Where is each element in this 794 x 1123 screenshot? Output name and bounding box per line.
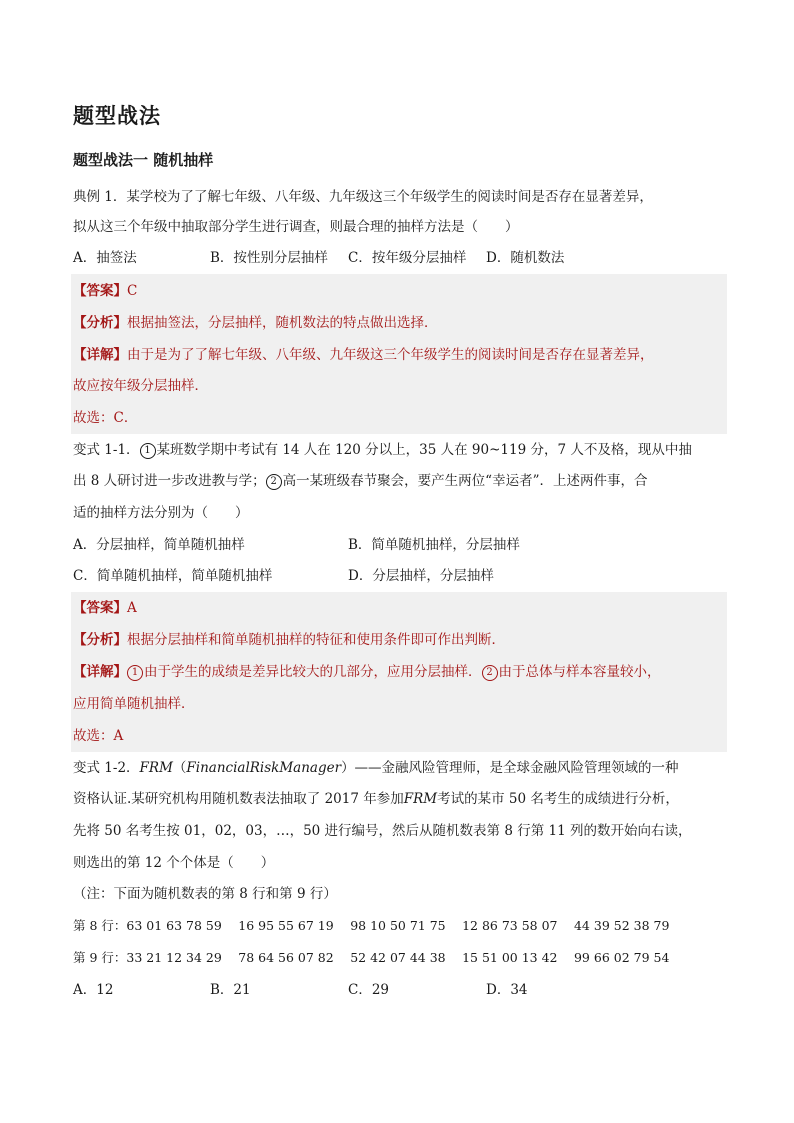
variant12-option-d: D．34 xyxy=(486,982,528,998)
variant12-option-a: A．12 xyxy=(73,982,114,998)
variant11-option-d: D．分层抽样，分层抽样 xyxy=(348,568,494,584)
analysis-text: 根据抽签法，分层抽样，随机数法的特点做出选择． xyxy=(127,315,438,331)
variant11-line3: 适的抽样方法分别为（ ） xyxy=(73,505,249,521)
variant11-option-b: B．简单随机抽样，分层抽样 xyxy=(348,537,520,553)
variant11-line2-text-a: 出 8 人研讨进一步改进教与学； xyxy=(73,473,266,489)
variant12-prefix: 变式 1-2． xyxy=(73,760,140,776)
detail-tag: 【详解】 xyxy=(73,347,127,363)
frm-full: FinancialRiskManager xyxy=(186,760,342,776)
circled-number-1: 1 xyxy=(140,443,156,459)
variant11-detail-line2: 应用简单随机抽样． xyxy=(73,696,195,712)
variant12-note: （注：下面为随机数表的第 8 行和第 9 行） xyxy=(73,886,337,902)
detail-text: 由于是为了了解七年级、八年级、九年级这三个年级学生的阅读时间是否存在显著差异， xyxy=(127,347,654,363)
example1-option-c: C．按年级分层抽样 xyxy=(348,250,467,266)
variant11-line2-text-b: 高一某班级春节聚会，要产生两位“幸运者”．上述两件事，合 xyxy=(282,473,648,489)
variant12-line3: 先将 50 名考生按 01，02，03，…，50 进行编号，然后从随机数表第 8 行第 11 列的数开始向右读， xyxy=(73,823,692,839)
variant11-answer xyxy=(73,598,137,618)
circled-number-2: 2 xyxy=(266,474,282,490)
example1-option-d: D．随机数法 xyxy=(486,250,565,266)
random-table-row8: 第 8 行：63 01 63 78 59 16 95 55 67 19 98 10 50 71 75 12 86 73 58 07 44 39 52 38 79 xyxy=(73,918,670,933)
example1-choice: 故选：C． xyxy=(73,410,138,426)
circled-number-1: 1 xyxy=(127,665,143,681)
random-table-row9: 第 9 行：33 21 12 34 29 78 64 56 07 82 52 42 07 44 38 15 51 00 13 42 99 66 02 79 54 xyxy=(73,950,670,965)
detail-text-a: 由于学生的成绩是差异比较大的几部分，应用分层抽样． xyxy=(144,664,482,680)
answer-tag: 【答案】 xyxy=(73,283,127,299)
answer-tag: 【答案】 xyxy=(73,600,127,616)
variant11-detail-line1 xyxy=(73,662,661,682)
variant11-option-c: C．简单随机抽样，简单随机抽样 xyxy=(73,568,273,584)
variant12-line2-b: 考试的某市 50 名考生的成绩进行分析， xyxy=(437,791,679,807)
variant12-option-b: B．21 xyxy=(210,982,251,998)
example1-question-line1: 典例 1．某学校为了了解七年级、八年级、九年级这三个年级学生的阅读时间是否存在显著差异， xyxy=(73,189,653,205)
variant12-option-c: C．29 xyxy=(348,982,390,998)
variant11-line1 xyxy=(73,440,692,460)
analysis-tag: 【分析】 xyxy=(73,315,127,331)
section-title: 题型战法一 随机抽样 xyxy=(73,151,214,169)
variant11-line2 xyxy=(73,471,647,491)
paren-open: （ xyxy=(172,760,187,776)
analysis-text: 根据分层抽样和简单随机抽样的特征和使用条件即可作出判断． xyxy=(127,632,505,648)
answer-value: A xyxy=(127,600,137,616)
page-title: 题型战法 xyxy=(73,104,161,128)
example1-option-b: B．按性别分层抽样 xyxy=(210,250,328,266)
circled-number-2: 2 xyxy=(482,665,498,681)
variant12-line4: 则选出的第 12 个个体是（ ） xyxy=(73,855,275,871)
frm-abbr: FRM xyxy=(139,760,173,776)
example1-question-line2: 拟从这三个年级中抽取部分学生进行调查，则最合理的抽样方法是（ ） xyxy=(73,219,519,235)
variant11-line1-text: 某班数学期中考试有 14 人在 120 分以上，35 人在 90~119 分，7 人不及格，现从中抽 xyxy=(156,442,692,458)
variant11-analysis xyxy=(73,630,505,650)
example1-detail-line2: 故应按年级分层抽样． xyxy=(73,378,208,394)
variant11-choice: 故选：A xyxy=(73,728,124,744)
example1-answer xyxy=(73,281,137,301)
variant11-prefix: 变式 1-1． xyxy=(73,442,140,458)
detail-text-b: 由于总体与样本容量较小， xyxy=(498,664,661,680)
variant12-line1 xyxy=(73,758,679,778)
example1-detail-line1 xyxy=(73,345,654,365)
example1-analysis xyxy=(73,313,438,333)
variant11-option-a: A．分层抽样，简单随机抽样 xyxy=(73,537,245,553)
frm-abbr-2: FRM xyxy=(403,791,438,807)
variant12-line1-rest: ）——金融风险管理师，是全球金融风险管理领域的一种 xyxy=(341,760,679,776)
detail-tag: 【详解】 xyxy=(73,664,127,680)
answer-value: C xyxy=(127,283,138,299)
analysis-tag: 【分析】 xyxy=(73,632,127,648)
example1-option-a: A．抽签法 xyxy=(73,250,137,266)
variant12-line2-a: 资格认证.某研究机构用随机数表法抽取了 2017 年参加 xyxy=(73,791,404,807)
variant12-line2 xyxy=(73,789,679,809)
